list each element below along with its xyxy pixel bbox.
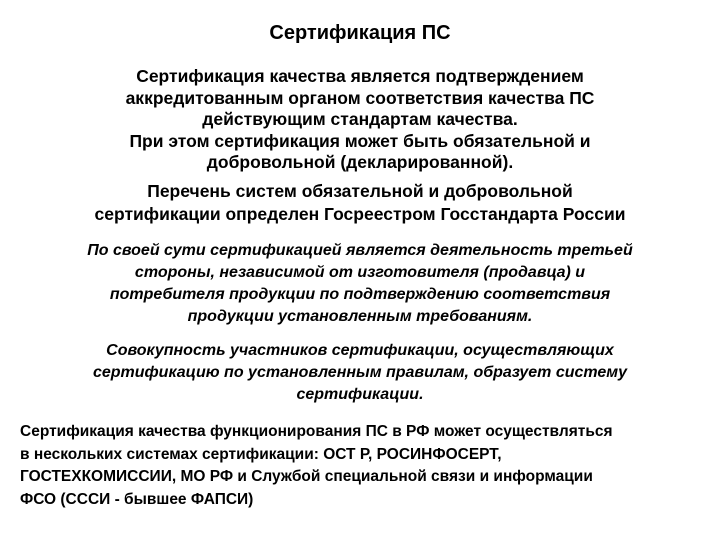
text-line: сертификации определен Госреестром Госстандарта России [94,204,626,224]
text-line: сертификацию по установленным правилам, образует систему [92,364,628,381]
text-line: продукции установленным требованиям. [187,308,533,325]
paragraph-registry [20,180,700,226]
slide-title: Сертификация ПС [269,22,451,44]
text-line: стороны, независимой от изготовителя (продавца) и [134,264,586,281]
text-line: добровольной (декларированной). [206,152,514,172]
text-line: действующим стандартам качества. [202,109,518,129]
paragraph-essence [20,240,700,328]
text-line: сертификации. [296,386,424,403]
text-line: Сертификация качества функционирования ПС в РФ может осуществляться [20,423,613,440]
text-line: При этом сертификация может быть обязательной и [129,130,591,151]
paragraph-russia-systems [20,421,720,511]
text-line: потребителя продукции по подтверждению соответствия [109,286,611,303]
text-line: в нескольких системах сертификации: ОСТ Р, РОСИНФОСЕРТ, [20,445,502,463]
paragraph-definition [40,66,680,174]
text-line: Совокупность участников сертификации, осуществляющих [106,342,614,359]
text-line: По своей сути сертификацией является деятельность третьей [87,242,633,259]
text-line: ФСО (СССИ - бывшее ФАПСИ) [20,490,254,508]
paragraph-system [20,340,700,406]
text-line: ГОСТЕХКОМИССИИ, МО РФ и Службой специальной связи и информации [20,468,593,485]
text-line: аккредитованным органом соответствия качества ПС [125,87,595,108]
text-line: Перечень систем обязательной и добровольной [147,181,573,201]
text-line: Сертификация качества является подтверждением [136,66,584,86]
